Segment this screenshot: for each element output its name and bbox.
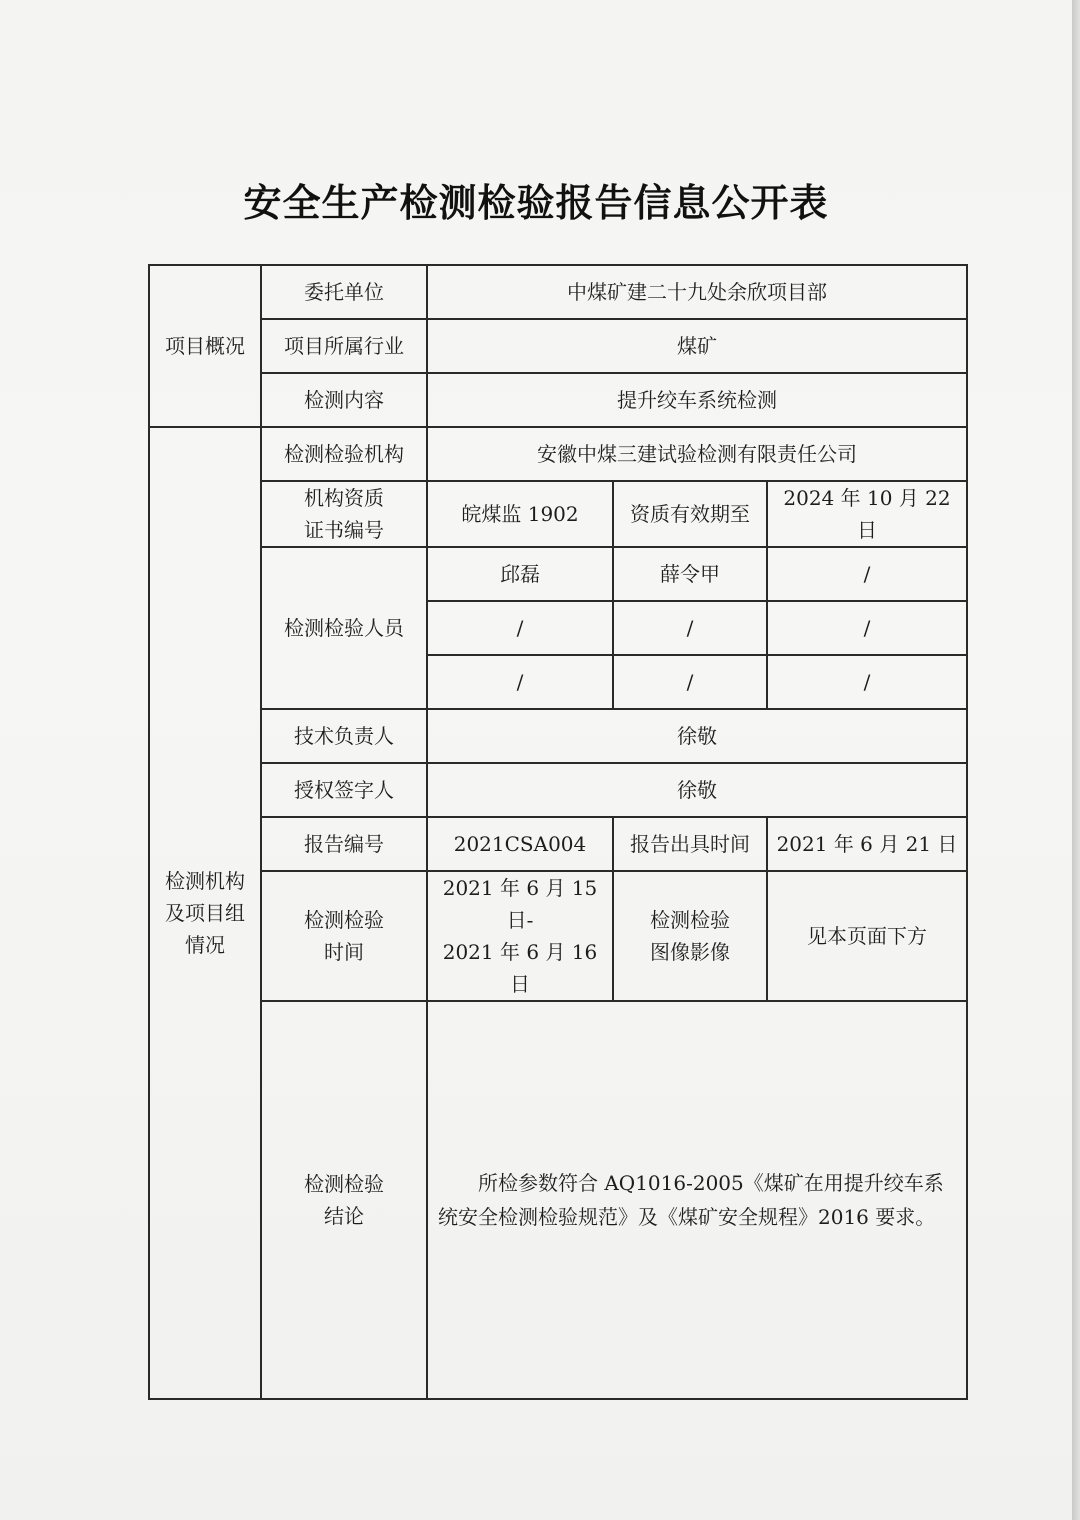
table-row: [149, 373, 967, 427]
section-label-conclusion: [261, 1001, 427, 1399]
personnel-cell: 薛令甲: [613, 547, 767, 601]
section-label-line: 及项目组: [165, 901, 245, 925]
personnel-cell: 邱磊: [427, 547, 613, 601]
personnel-cell: /: [427, 655, 613, 709]
report-no-value: 2021CSA004: [427, 817, 613, 871]
table-row: [149, 265, 967, 319]
cert-label: [261, 481, 427, 547]
tech-lead-label: 技术负责人: [261, 709, 427, 763]
personnel-cell: /: [767, 601, 967, 655]
table-row: [149, 709, 967, 763]
table-row: [149, 481, 967, 547]
cert-value: 皖煤监 1902: [427, 481, 613, 547]
page-edge: [1072, 0, 1080, 1520]
cert-label-line: 证书编号: [304, 518, 384, 542]
images-value: 见本页面下方: [767, 871, 967, 1001]
industry-value: 煤矿: [427, 319, 967, 373]
tech-lead-value: 徐敬: [427, 709, 967, 763]
org-label: 检测检验机构: [261, 427, 427, 481]
client-label: 委托单位: [261, 265, 427, 319]
issue-date-value: 2021 年 6 月 21 日: [767, 817, 967, 871]
content-value: 提升绞车系统检测: [427, 373, 967, 427]
signer-value: 徐敬: [427, 763, 967, 817]
test-time-value: [427, 871, 613, 1001]
client-value: 中煤矿建二十九处余欣项目部: [427, 265, 967, 319]
table-row: [149, 871, 967, 1001]
table-row: [149, 427, 967, 481]
personnel-label: 检测检验人员: [261, 547, 427, 709]
signer-label: 授权签字人: [261, 763, 427, 817]
industry-label: 项目所属行业: [261, 319, 427, 373]
page-title: 安全生产检测检验报告信息公开表: [243, 181, 829, 225]
section-label-overview: 项目概况: [149, 265, 261, 427]
images-label: [613, 871, 767, 1001]
validity-value: 2024 年 10 月 22 日: [767, 481, 967, 547]
report-no-label: 报告编号: [261, 817, 427, 871]
personnel-cell: /: [767, 655, 967, 709]
table-row: [149, 763, 967, 817]
test-time-value-line: 2021 年 6 月 15 日-: [442, 876, 598, 932]
test-time-label-line: 时间: [324, 940, 364, 964]
table-row: [149, 1001, 967, 1399]
images-label-line: 图像影像: [650, 940, 730, 964]
conclusion-label-line: 检测检验: [304, 1172, 384, 1196]
table-row: [149, 319, 967, 373]
test-time-label-line: 检测检验: [304, 908, 384, 932]
org-value: 安徽中煤三建试验检测有限责任公司: [427, 427, 967, 481]
report-table: [148, 264, 968, 1400]
cert-label-line: 机构资质: [304, 486, 384, 510]
conclusion-cell: [427, 1001, 967, 1399]
section-label-line: 情况: [185, 933, 225, 957]
table-row: [149, 817, 967, 871]
table-row: [149, 547, 967, 601]
validity-label: 资质有效期至: [613, 481, 767, 547]
personnel-cell: /: [613, 601, 767, 655]
test-time-label: [261, 871, 427, 1001]
section-label-line: 检测机构: [165, 869, 245, 893]
personnel-cell: /: [613, 655, 767, 709]
conclusion-text: 所检参数符合 AQ1016-2005《煤矿在用提升绞车系统安全检测检验规范》及《煤矿安全规程》2016 要求。: [438, 1171, 944, 1229]
personnel-cell: /: [427, 601, 613, 655]
personnel-cell: /: [767, 547, 967, 601]
test-time-value-line: 2021 年 6 月 16 日: [442, 940, 598, 996]
images-label-line: 检测检验: [650, 908, 730, 932]
content-label: 检测内容: [261, 373, 427, 427]
conclusion-label-line: 结论: [324, 1204, 364, 1228]
issue-date-label: 报告出具时间: [613, 817, 767, 871]
section-label-institution: [149, 427, 261, 1399]
